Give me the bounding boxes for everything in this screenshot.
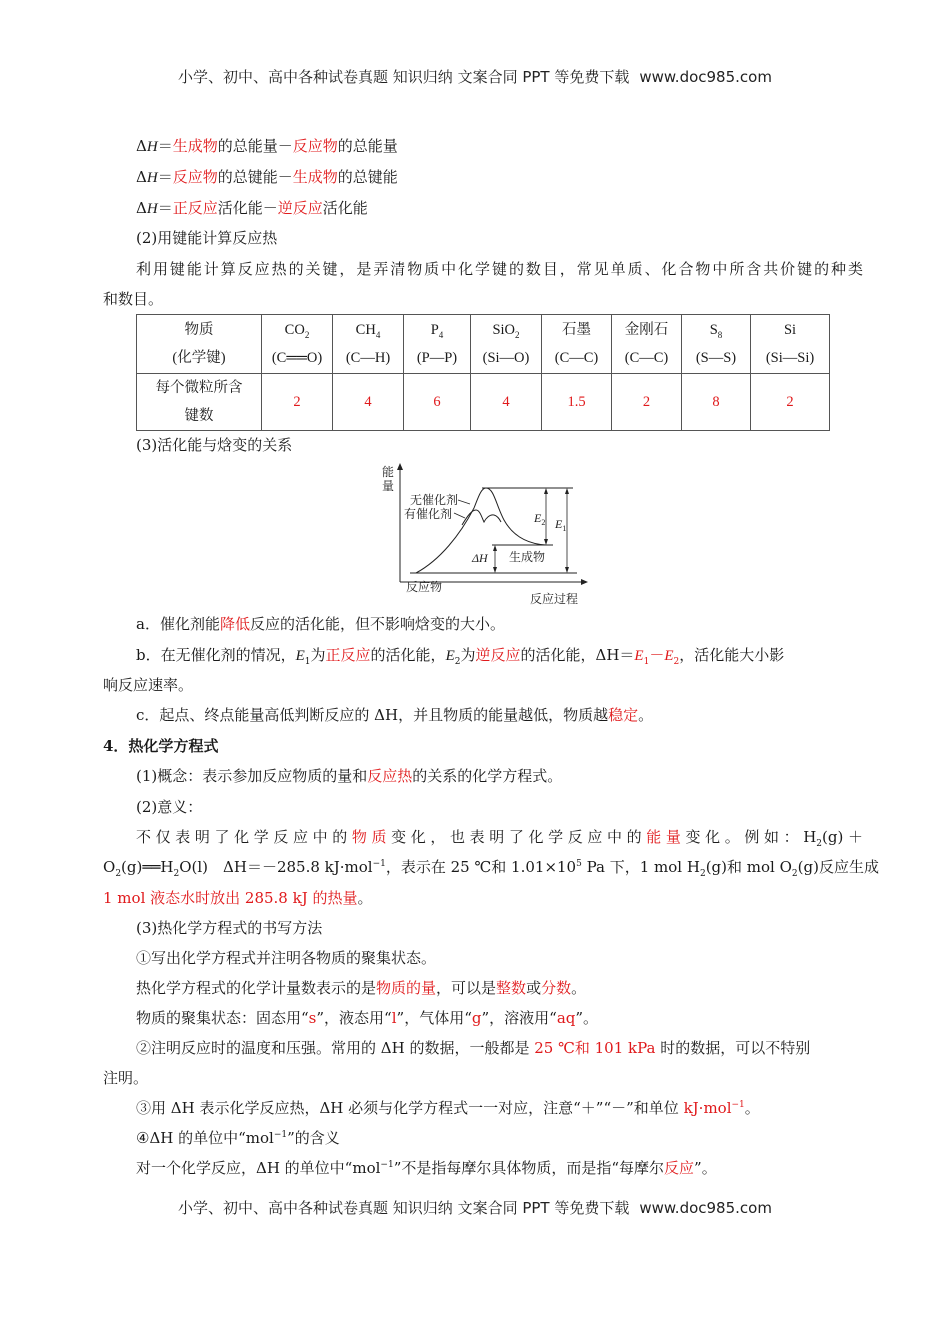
label-e1: $E_1$	[555, 517, 567, 533]
text: (g)＋	[822, 828, 863, 846]
text: 变化。例如：H	[685, 828, 817, 846]
red-term: s	[308, 1009, 317, 1027]
text: 时的数据，可以不特别	[660, 1039, 811, 1057]
text: ，活化能大小影	[679, 646, 785, 664]
subscript: 4	[438, 329, 444, 340]
table-row-substance	[137, 315, 830, 374]
subscript: 1	[304, 657, 311, 667]
red-term: 反应物	[172, 168, 218, 186]
bond-type: (Si—O)	[482, 350, 530, 366]
header-text: 每个微粒所含	[155, 380, 243, 396]
point-c	[136, 705, 653, 725]
text: (1)概念：表示参加反应物质的量和	[136, 767, 368, 785]
text: ”，气体用“	[396, 1009, 472, 1027]
section2-paragraph-line1: 利用键能计算反应热的关键，是弄清物质中化学键的数目，常见单质、化合物中所含共价键的种类	[136, 260, 863, 278]
formula-line-3	[136, 198, 368, 219]
table-cell-count: 4	[471, 374, 542, 431]
math-e: E	[445, 648, 455, 664]
subscript: 2	[816, 839, 823, 849]
label-products: 生成物	[509, 550, 546, 564]
text: b．在无催化剂的情况，	[136, 646, 296, 664]
red-formula: $E_1-E_2$	[634, 646, 680, 667]
point-b-line1	[136, 645, 784, 666]
states-line	[136, 1008, 598, 1028]
superscript: 5	[576, 859, 582, 869]
text: ，表示在 25 ℃和 1.01×10	[385, 858, 577, 876]
step2-line1	[136, 1038, 810, 1058]
text: ③用 ΔH 表示化学反应热，ΔH 必须与化学方程式一一对应，注意“＋”“－”和单位	[136, 1099, 684, 1117]
row-header-substance	[137, 315, 262, 374]
step2-line2: 注明。	[103, 1069, 149, 1087]
red-term: 正反应	[325, 646, 371, 664]
subscript: 2	[454, 657, 461, 667]
table-cell	[751, 315, 830, 374]
text: 热化学方程式的化学计量数表示的是	[136, 979, 377, 997]
math-e: E	[295, 648, 305, 664]
text: c．起点、终点能量高低判断反应的 ΔH，并且物质的能量越低，物质越	[136, 706, 609, 724]
text: a．催化剂能	[136, 615, 220, 633]
red-term: 反应热	[367, 767, 413, 785]
table-cell	[262, 315, 333, 374]
table-cell	[333, 315, 404, 374]
substance: S	[709, 322, 718, 338]
subscript: 2	[304, 329, 310, 340]
formula-mid: 的总键能－	[217, 168, 293, 186]
text: ，可以是	[436, 979, 497, 997]
red-term: 稳定	[608, 706, 639, 724]
substance: P	[430, 322, 439, 338]
red-term: 1 mol 液态水时放出 285.8 kJ 的热量	[103, 889, 358, 907]
text: O	[103, 858, 116, 876]
table-cell-count: 2	[262, 374, 333, 431]
table-cell	[612, 315, 682, 374]
text: 不仅表明了化学反应中的	[136, 828, 352, 846]
subscript: 2	[115, 869, 122, 879]
bond-count-table	[136, 314, 830, 431]
text: 为	[310, 646, 326, 664]
text: ④ΔH 的单位中“mol	[136, 1129, 274, 1147]
y-label: 能	[382, 465, 395, 479]
section2-paragraph-line2: 和数目。	[103, 290, 164, 308]
bond-type: (C══O)	[271, 350, 323, 366]
text: ”的含义	[287, 1129, 340, 1147]
formula-prefix: ΔH＝	[136, 168, 173, 186]
red-term: l	[391, 1009, 397, 1027]
energy-diagram	[370, 460, 590, 605]
red-term: g	[471, 1009, 482, 1027]
coefficient-line	[136, 978, 586, 998]
substance: CO	[284, 322, 305, 338]
point-a	[136, 614, 505, 634]
bond-type: (C—C)	[554, 350, 599, 366]
red-term: 逆反应	[475, 646, 521, 664]
text: 物质的聚集状态：固态用“	[136, 1009, 309, 1027]
concept-line	[136, 766, 562, 786]
point-b-line2: 响反应速率。	[103, 676, 194, 694]
table-cell	[542, 315, 612, 374]
meaning-line3	[103, 888, 373, 908]
header-text: 键数	[184, 408, 214, 424]
text: (g)══H	[121, 858, 174, 876]
step1: ①写出化学方程式并注明各物质的聚集状态。	[136, 949, 437, 967]
red-term: aq	[556, 1009, 576, 1027]
substance: 石墨	[562, 322, 591, 338]
red-term: 反应物	[292, 137, 338, 155]
text: 或	[526, 979, 542, 997]
row-header-count	[137, 374, 262, 431]
text: O(l) ΔH＝－285.8 kJ·mol	[179, 858, 373, 876]
text: ”，液态用“	[316, 1009, 392, 1027]
table-row-count	[137, 374, 830, 431]
text: ”。	[575, 1009, 599, 1027]
text: 。	[744, 1099, 760, 1117]
text: 对一个化学反应，ΔH 的单位中“mol	[136, 1159, 381, 1177]
subscript: 2	[699, 869, 706, 879]
table-cell-count: 2	[612, 374, 682, 431]
label-e2: $E_2$	[534, 511, 546, 527]
meaning-title: (2)意义：	[136, 798, 203, 816]
text: 。	[357, 889, 373, 907]
text: Pa 下，1 mol H	[581, 858, 700, 876]
formula-suffix: 的总能量	[337, 137, 398, 155]
table-cell-count: 1.5	[542, 374, 612, 431]
red-term: 25 ℃和 101 kPa	[529, 1039, 661, 1057]
red-term: 物质	[351, 828, 392, 846]
text: (g)和 mol O	[705, 858, 792, 876]
text: 为	[460, 646, 476, 664]
formula-mid: 的总能量－	[217, 137, 293, 155]
red-term: 正反应	[172, 199, 218, 217]
section4-title: 4．热化学方程式	[103, 737, 219, 755]
table-cell-count: 8	[682, 374, 751, 431]
formula-mid: 活化能－	[217, 199, 278, 217]
page-header	[0, 66, 950, 87]
step3	[136, 1098, 760, 1118]
red-term: 生成物	[292, 168, 338, 186]
red-unit: kJ·mol$^{-1}$	[683, 1099, 745, 1117]
label-catalyst: 有催化剂	[404, 507, 453, 521]
x-axis-arrow-icon	[581, 579, 588, 585]
label-reactants: 反应物	[406, 580, 443, 594]
text: 的活化能，ΔH＝	[520, 646, 635, 664]
meaning-line2	[103, 857, 879, 877]
bond-type: (Si—Si)	[765, 350, 815, 366]
text: 的关系的化学方程式。	[412, 767, 563, 785]
formula-line-2	[136, 167, 398, 188]
footer-url[interactable]: www.doc985.com	[639, 1199, 772, 1217]
red-term: 整数	[496, 979, 527, 997]
bond-type: (S—S)	[695, 350, 737, 366]
table-cell	[471, 315, 542, 374]
text: 反应的活化能，但不影响焓变的大小。	[249, 615, 505, 633]
meaning-line1	[136, 827, 863, 847]
header-url[interactable]: www.doc985.com	[639, 68, 772, 86]
red-term: 逆反应	[277, 199, 323, 217]
formula-suffix: 的总键能	[337, 168, 398, 186]
superscript: −1	[273, 1130, 288, 1140]
table-cell-count: 6	[404, 374, 471, 431]
text: ”，溶液用“	[481, 1009, 557, 1027]
red-term: 反应	[664, 1159, 695, 1177]
header-text: (化学键)	[172, 350, 226, 366]
text: ②注明反应时的温度和压强。常用的 ΔH 的数据，一般都是	[136, 1039, 530, 1057]
red-term: 分数	[541, 979, 572, 997]
writing-title: (3)热化学方程式的书写方法	[136, 919, 323, 937]
text: ”。	[694, 1159, 717, 1177]
y-label: 量	[382, 479, 395, 493]
x-label: 反应过程	[530, 592, 579, 606]
substance: 金刚石	[624, 322, 669, 338]
header-text: 小学、初中、高中各种试卷真题 知识归纳 文案合同 PPT 等免费下载	[178, 68, 630, 86]
table-cell	[682, 315, 751, 374]
formula-prefix: ΔH＝	[136, 137, 173, 155]
subscript: 2	[791, 869, 798, 879]
y-axis-arrow-icon	[397, 463, 403, 470]
substance: Si	[783, 322, 797, 338]
table-cell	[404, 315, 471, 374]
header-text: 物质	[184, 322, 214, 338]
text: 。	[571, 979, 587, 997]
formula-line-1	[136, 136, 398, 157]
label-delta-h: ΔH	[472, 551, 488, 565]
red-term: 生成物	[172, 137, 218, 155]
footer-text: 小学、初中、高中各种试卷真题 知识归纳 文案合同 PPT 等免费下载	[178, 1199, 630, 1217]
table-cell-count: 4	[333, 374, 404, 431]
table-cell-count: 2	[751, 374, 830, 431]
step4-title	[136, 1128, 340, 1148]
subscript: 2	[173, 869, 180, 879]
red-term: 能量	[646, 828, 686, 846]
text: 的活化能，	[370, 646, 446, 664]
red-term: 物质的量	[376, 979, 437, 997]
label-no-catalyst: 无催化剂	[410, 493, 459, 507]
subscript: 2	[515, 329, 520, 340]
bond-type: (P—P)	[416, 350, 458, 366]
step4-paragraph	[136, 1158, 717, 1178]
formula-suffix: 活化能	[322, 199, 368, 217]
substance: CH	[355, 322, 376, 338]
subscript: 4	[375, 329, 381, 340]
section3-title: (3)活化能与焓变的关系	[136, 436, 293, 454]
substance: SiO	[492, 322, 516, 338]
bond-type: (C—C)	[624, 350, 669, 366]
text: 。	[638, 706, 654, 724]
text: (g)反应生成	[797, 858, 879, 876]
formula-prefix: ΔH＝	[136, 199, 173, 217]
section2-title: (2)用键能计算反应热	[136, 229, 278, 247]
bond-type: (C—H)	[345, 350, 391, 366]
page-footer	[0, 1197, 950, 1218]
subscript: 8	[717, 329, 723, 340]
text: 变化，也表明了化学反应中的	[391, 828, 647, 846]
red-term: 降低	[219, 615, 250, 633]
text: ”不是指每摩尔具体物质，而是指“每摩尔	[393, 1159, 665, 1177]
superscript: −1	[380, 1160, 394, 1170]
superscript: −1	[372, 859, 386, 869]
catalyzed-curve	[462, 510, 501, 525]
